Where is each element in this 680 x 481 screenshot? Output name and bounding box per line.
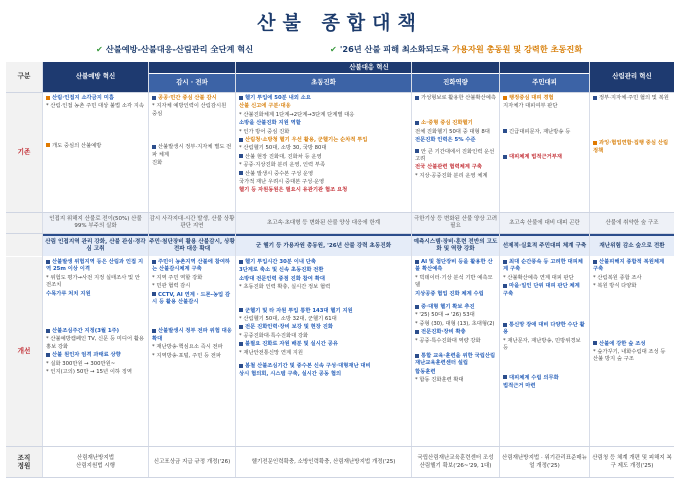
summary-initial: 초고속·초대형 등 변화된 산불 양상 대응에 한계 [236, 213, 411, 233]
bullet-icon [593, 341, 597, 345]
grid-line [6, 233, 674, 234]
bullet-icon [152, 96, 156, 100]
improve-head-prevention: 산림 인접지역 관리 강화, 산불 관심·경각심 고취 [43, 234, 148, 256]
current-forest: 정부·지자체·주민 협의 및 복원 과잉·협업연합·집행 중심 산림정책 [593, 95, 669, 154]
org-initial: 헬기전문인력확충, 소방인력확충, 산림재난방지법 개정('25) [251, 458, 396, 465]
row-label-current: 기존 [6, 93, 42, 213]
improve-residents: 최대 순간풍속 등 고려한 대피체계 구축 * 산불확산예측 연계 대피 판단 마을·일인 단위 대피 판단 체계 구축 통신망 장애 대비 다양한 수단 활용 * 재난문자, 재난방송, 민방위경보 등 대피체계 수립 의무화 법적근거 마련 [503, 259, 585, 390]
bullet-icon [415, 305, 419, 309]
current-prevention: 산림·인접지 소각금지 미흡 * 산림·인접 농촌 주민 대상 불법 소각 지속 개도 중심의 산불예방 [46, 95, 144, 149]
header-detect: 감시 · 전파 [149, 74, 235, 92]
improve-spread: AI 및 첨단장비 등을 활용한 산불 확산예측 * 빅데이터·기상 분석 기반 예측모델 지상공중 협업 진화 체계 수립 중·대형 헬기 확보 추진 * '25) 50대 → '26) 53대 * 중형 (30), 대형 (13), 초대형(2) 전문진화·장비 확충 * 공중·특수진화대 역량 강화 통합 교육·훈련을 위한 국립산림재난교육훈련센터 설립 합동훈련 * 합동 진화훈련 확대 [415, 259, 496, 384]
summary-detect: 감시 사각지대·시간 발생, 산불 상황판단 지연 [149, 213, 235, 233]
summary-spread: 극한기상 등 변화된 산불 양상 고려 필요 [412, 213, 499, 233]
bullet-icon [46, 143, 50, 147]
bullet-icon [593, 141, 597, 145]
subtitle-row [0, 42, 680, 60]
bullet-icon [503, 284, 507, 288]
header-prevention: 산불예방 혁신 [43, 62, 148, 92]
bullet-icon [503, 155, 507, 159]
grid-line [6, 446, 674, 447]
current-initial: 헬기 투입에 50분 내외 소요 산불 신고에 구분·대응 * 산불진화체계 1단계→2단계→3단계 단계별 대응 소방을 산불진화 지원 역할 * 인가 방어 중심 진화 산림청·소방청 헬기 우선 활용, 군헬기는 순차적 투입 * 산림헬기 50대, 소방 30, 국방 80대 산불 현장 진화대, 진화차 등 운영 * 공중·지상진화 분리 운영, 인력 부족 산불 발생시 중수본 구성 운영 국가적 재난 우려시 중대본 구성·운영 헬기 등 자원동원은 필요시 유관기관 협조 요청 [239, 95, 368, 194]
org-residents: 산림재난방지법 · 위기관리표준매뉴얼 개정('25) [502, 455, 587, 469]
summary-prevention: 인접지 위해지 산불로 전이(50%) 산불 99% 부주의 실화 [43, 213, 148, 233]
grid-line [6, 92, 674, 93]
row-label-improve: 개선 [6, 257, 42, 446]
bullet-icon [239, 364, 243, 368]
improve-head-spread: 예측시스템·장비·훈련 전반의 고도화 및 역량 강화 [412, 234, 499, 256]
improve-head-residents: 선제적·실효적 주민대피 체계 구축 [500, 234, 589, 256]
policy-table [6, 62, 674, 478]
bullet-icon [239, 308, 243, 312]
bullet-icon [503, 260, 507, 264]
bullet-icon [239, 342, 243, 346]
grid-line [499, 62, 500, 478]
current-spread: 가성형보로 활용한 산불확산예측 소·중형 중심 진화헬기 전체 진화헬기 50대 중 대형 8대 전문진화 인력은 5% 수준 안 큰 기간대에서 진화인력 운선 고려 전국 산불관련 협력체계 구축 * 지상·공중진화 분리 운영 체계 [415, 95, 497, 179]
grid-line [6, 477, 674, 478]
org-spread: 국립산림재난교육훈련센터 조성 산림헬기 확보('26~'29, 1대) [417, 455, 494, 469]
bullet-icon [415, 149, 419, 153]
summary-forest: 산불에 취약한 숲 구조 [590, 213, 674, 233]
row-label-org: 조직 정원 [6, 447, 42, 478]
bullet-icon [46, 260, 50, 264]
grid-line [235, 62, 236, 478]
check-icon: ✔ [96, 44, 103, 54]
grid-line [411, 62, 412, 478]
bullet-icon [239, 96, 243, 100]
header-spread: 진화역량 [412, 74, 499, 92]
improve-initial: 헬기 투입시간 30분 이내 단축 3단계로 축소 및 신속 초동진화 전환 소방대 전문인력 중점 진화 참여 확대 * 초동진화 인력 확충, 실시간 정보 협력 군헬기 및 타 자원 투입 통한 143대 헬기 지원 * 산림헬기 50대, 소방 32대, 군헬기 61대 전문 진화인력·장비 보강 및 현장 진화 * 공중진화대·특수진화대 강화 불필요 진화로 자원 배분 및 실시간 공유 * 재난안전통신망 연계 지원 봄철 산불조심기간 및 중수본 신속 구성·대형재난 대비 상시 협의회, 시스템 구축, 실시간 공동 협의 [239, 259, 371, 378]
improve-head-detect: 주민·첨단장비 활용 산불감시, 상황전파 대응 확대 [149, 234, 235, 256]
improve-detect: 주민이 농촌지역 산불에 참여하는 산불감시체계 구축 * 지역 주민 역할 강화 * 민관 협력 감시 CCTV, AI 연계 · 드론-농업 감시 등 활용 산불감시 산불발생시 정부 전파 위험 대응 확대 * 재난방송·핵심요소 즉시 전파 * 지역방송·포털, 주민 등 전파 [152, 259, 232, 359]
bullet-icon [152, 145, 156, 149]
bullet-icon [46, 96, 50, 100]
bullet-icon [415, 260, 419, 264]
bullet-icon [152, 329, 156, 333]
header-response: 산불대응 혁신 [149, 62, 589, 73]
bullet-icon [239, 171, 243, 175]
row-label-head [6, 234, 42, 256]
improve-prevention: 산불발생 위험지역 등은 산림과 인접 지역 25m 이상 이격 * 위험도 평가→사전 지정 실태조사 및 안전조치 수목가루 처치 지원 산불조심주간 지정(3월 1주) * 산불예방캠페인 TV, 신문 등 미디어 활용 홍보 강화 산불 원인자 엄격 과태료 상향 * 실화 300만원 → 300만원~ * 인지(고의) 50만 → 15년 이하 징역 [46, 259, 145, 376]
improve-head-forest: 재난위험 감소 숲으로 전환 [590, 234, 674, 256]
org-prevention: 산림재난방지법 산림지원법 시행 [76, 455, 115, 469]
header-initial: 초동진화 [236, 74, 411, 92]
org-detect: 신고포상금 지급 규정 개정('26) [153, 458, 231, 465]
improve-forest: 산불피해지 종합적 복원체계 구축 * 산림복원 종합 조사 * 복원 방식 다양화 산불에 강한 숲 조성 * 숲가꾸기, 내화수림대 조성 등 산불 방지 숲 구조 [593, 259, 666, 363]
bullet-icon [593, 260, 597, 264]
bullet-icon [415, 330, 419, 334]
grid-line [42, 62, 43, 478]
bullet-icon [503, 375, 507, 379]
bullet-icon [503, 96, 507, 100]
grid-line [6, 212, 674, 213]
bullet-icon [239, 154, 243, 158]
bullet-icon [152, 260, 156, 264]
bullet-icon [46, 353, 50, 357]
header-residents: 주민대피 [500, 74, 589, 92]
bullet-icon [415, 96, 419, 100]
bullet-icon [239, 325, 243, 329]
check-icon: ✔ [330, 44, 337, 54]
subtitle-left: ✔ 산불예방-산불대응-산림관리 全단계 혁신 [96, 44, 254, 54]
current-residents: 행정중심 대피 경험 지자체가 대피여부 판단 긴급대피문자, 재난방송 등 대피체계 법적근거부재 [503, 95, 571, 161]
bullet-icon [415, 354, 419, 358]
grid-line [589, 62, 590, 478]
current-detect: 공공·민간 중심 산불 감시 * 지자체 예방인력이 산림감시원 중심 산불발생시 정부·지자체 별도 전파 체계 진화 [152, 95, 232, 167]
summary-residents: 초고속 산불에 대비 대피 곤란 [500, 213, 589, 233]
grid-line [148, 62, 149, 478]
bullet-icon [152, 292, 156, 296]
bullet-icon [593, 96, 597, 100]
bullet-icon [46, 329, 50, 333]
bullet-icon [239, 260, 243, 264]
bullet-icon [239, 138, 243, 142]
row-label-summary [6, 213, 42, 233]
bullet-icon [415, 121, 419, 125]
improve-head-initial: 군 헬기 등 가용자원 총동원, '26년 산불 강력 초동진화 [236, 234, 411, 256]
subtitle-right: ✔ '26년 산불 피해 최소화되도록 가용자원 총동원 및 강력한 초동진화 [330, 44, 583, 54]
bullet-icon [503, 323, 507, 327]
header-forest: 산림관리 혁신 [590, 62, 674, 92]
page-title: 산불 종합대책 [257, 12, 423, 34]
org-forest: 산림청 등 체계 개편 및 피해지 복구 제도 개정('25) [592, 455, 672, 469]
bullet-icon [503, 129, 507, 133]
header-gubun: 구분 [6, 62, 42, 92]
